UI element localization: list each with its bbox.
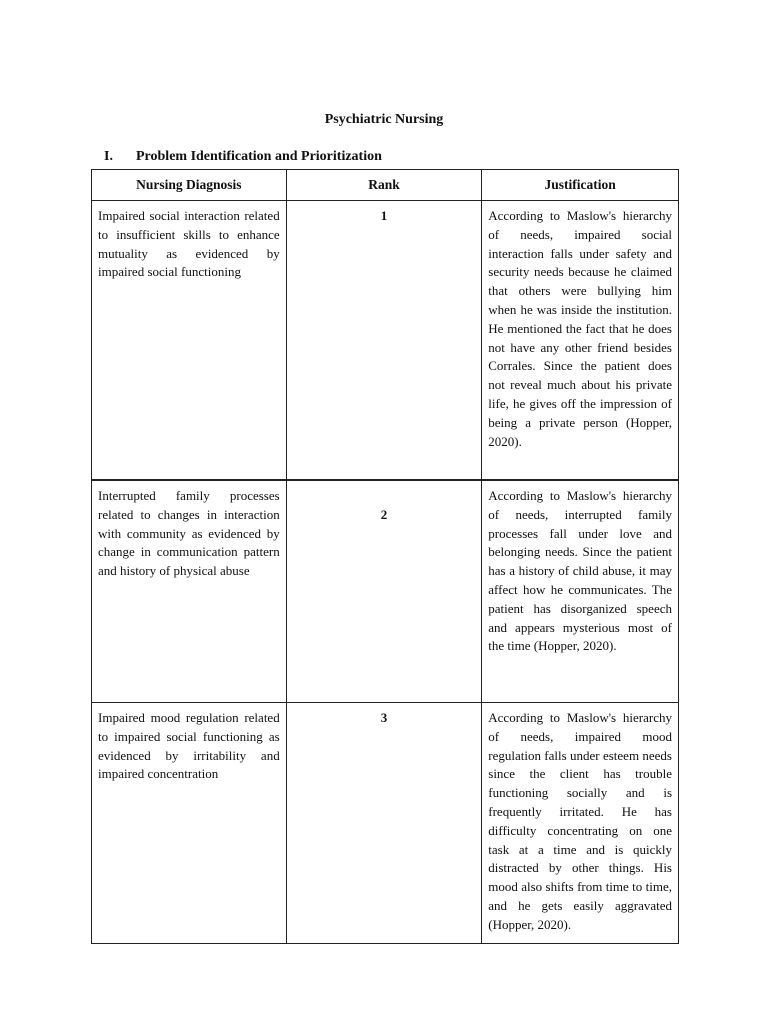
table-row (92, 480, 679, 703)
justification-cell: According to Maslow's hierarchy of needs, interrupted family processes fall under love and belonging needs. Since the patient has a history of child abuse, it may affect how he communicates. The patient has disorganized speech and appears mysterious most of the time (Hopper, 2020). (482, 480, 679, 703)
table-row (92, 201, 679, 481)
rank-cell: 1 (286, 201, 482, 481)
rank-cell: 3 (286, 703, 482, 944)
rank-cell: 2 (286, 480, 482, 703)
section-heading (104, 148, 382, 166)
justification-cell: According to Maslow's hierarchy of needs, impaired social interaction falls under safety and security needs because he claimed that others were bullying him when he was inside the institution. He mentioned the fact that he does not have any other friend besides Corrales. Since the patient does not reveal much about his private life, he gives off the impression of being a private person (Hopper, 2020). (482, 201, 679, 481)
document-title: Psychiatric Nursing (324, 112, 444, 127)
section-title: Problem Identification and Prioritization (136, 149, 382, 164)
header-justification: Justification (482, 170, 679, 201)
table-header-row (92, 170, 679, 201)
table-row (92, 703, 679, 944)
header-nursing-diagnosis: Nursing Diagnosis (92, 170, 287, 201)
diagnosis-cell: Impaired mood regulation related to impaired social functioning as evidenced by irritability and impaired concentration (92, 703, 287, 944)
section-number: I. (104, 149, 113, 164)
justification-cell: According to Maslow's hierarchy of needs, impaired mood regulation falls under esteem needs since the client has trouble functioning socially and is frequently irritated. He has difficulty concentrating on one task at a time and is quickly distracted by other things. His mood also shifts from time to time, and he gets easily aggravated (Hopper, 2020). (482, 703, 679, 944)
prioritization-table (91, 169, 679, 944)
diagnosis-cell: Interrupted family processes related to changes in interaction with community as evidenced by change in communication pattern and history of physical abuse (92, 480, 287, 703)
header-rank: Rank (286, 170, 482, 201)
diagnosis-cell: Impaired social interaction related to insufficient skills to enhance mutuality as evidenced by impaired social functioning (92, 201, 287, 481)
